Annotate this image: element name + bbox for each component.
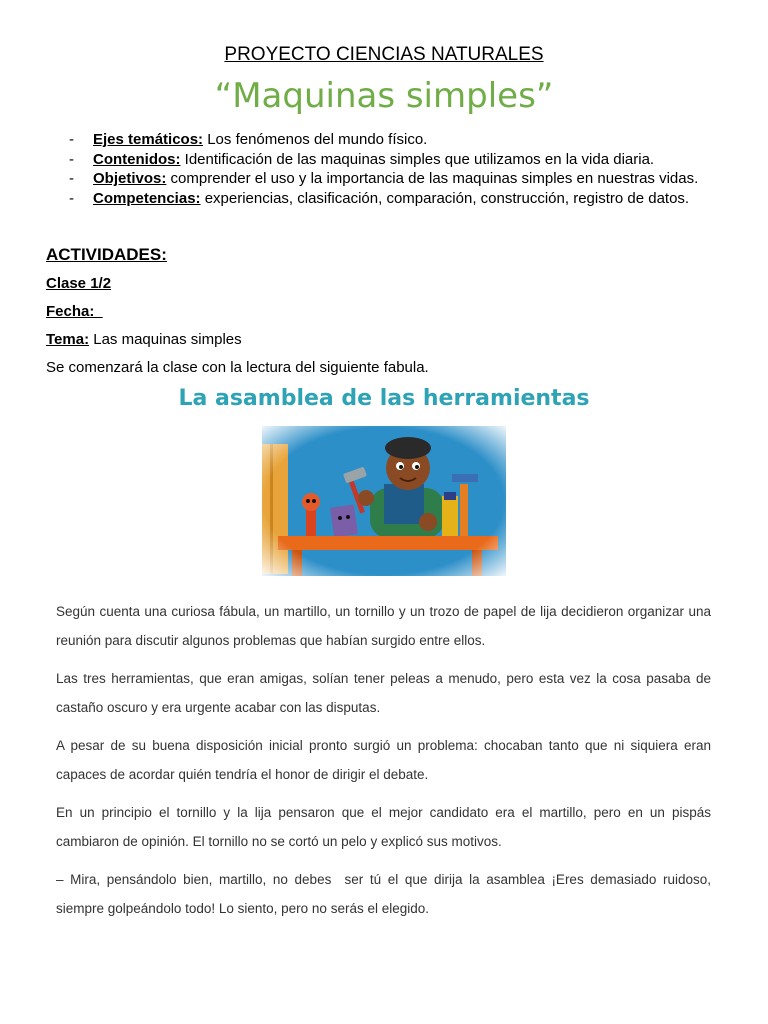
story-paragraph: En un principio el tornillo y la lija pensaron que el mejor candidato era el martillo, pero en un pispás cambiaron de opinión. El tornillo no se cortó un pelo y explicó sus motivos. [56, 805, 711, 849]
story-paragraph: Según cuenta una curiosa fábula, un martillo, un tornillo y un trozo de papel de lija decidieron organizar una reunión para discutir algunos problemas que habían surgido entre ellos. [56, 604, 711, 648]
dash-bullet: - [69, 189, 74, 207]
item-text: experiencias, clasificación, comparación, construcción, registro de datos. [200, 189, 690, 207]
date-line [46, 303, 103, 320]
item-label: Contenidos: [93, 150, 181, 168]
item-text: Identificación de las maquinas simples que utilizamos en la vida diaria. [180, 150, 655, 168]
list-item-competencias [69, 189, 749, 209]
item-text: Los fenómenos del mundo físico. [203, 131, 428, 148]
document-title: “Maquinas simples” [214, 76, 554, 116]
intro-line: Se comenzará la clase con la lectura del siguiente fabula. [46, 359, 429, 376]
item-label: Competencias: [93, 189, 201, 207]
fable-title: La asamblea de las herramientas [178, 386, 590, 411]
list-item-ejes [69, 130, 749, 150]
date-label: Fecha: [46, 303, 103, 320]
list-item-objetivos [69, 169, 749, 189]
dash-bullet: - [69, 170, 74, 187]
tools-illustration [262, 426, 506, 576]
project-header: PROYECTO CIENCIAS NATURALES [224, 44, 544, 65]
topic-list [69, 130, 749, 208]
story-paragraph: Las tres herramientas, que eran amigas, solían tener peleas a menudo, pero esta vez la cosa pasaba de castaño oscuro y era urgente acabar con las disputas. [56, 671, 711, 715]
topic-label: Tema: [46, 331, 90, 348]
activities-heading: ACTIVIDADES: [46, 245, 167, 264]
item-text: comprender el uso y la importancia de las maquinas simples en nuestras vidas. [166, 170, 699, 187]
topic-line [46, 331, 242, 348]
topic-text: Las maquinas simples [89, 331, 242, 348]
dash-bullet: - [69, 131, 74, 148]
list-item-contenidos [69, 150, 749, 170]
dash-bullet: - [69, 150, 74, 168]
class-line [46, 275, 111, 292]
item-label: Objetivos: [93, 170, 167, 187]
fable-story [56, 597, 715, 932]
story-paragraph: A pesar de su buena disposición inicial pronto surgió un problema: chocaban tanto que ni siquiera eran capaces de acordar quién tendría el honor de dirigir el debate. [56, 738, 711, 782]
story-paragraph: – Mira, pensándolo bien, martillo, no debes ser tú el que dirija la asamblea ¡Eres demasiado ruidoso, siempre golpeándolo todo! Lo siento, pero no serás el elegido. [56, 872, 715, 916]
item-label: Ejes temáticos: [93, 131, 204, 148]
class-label: Clase 1/2 [46, 275, 112, 292]
